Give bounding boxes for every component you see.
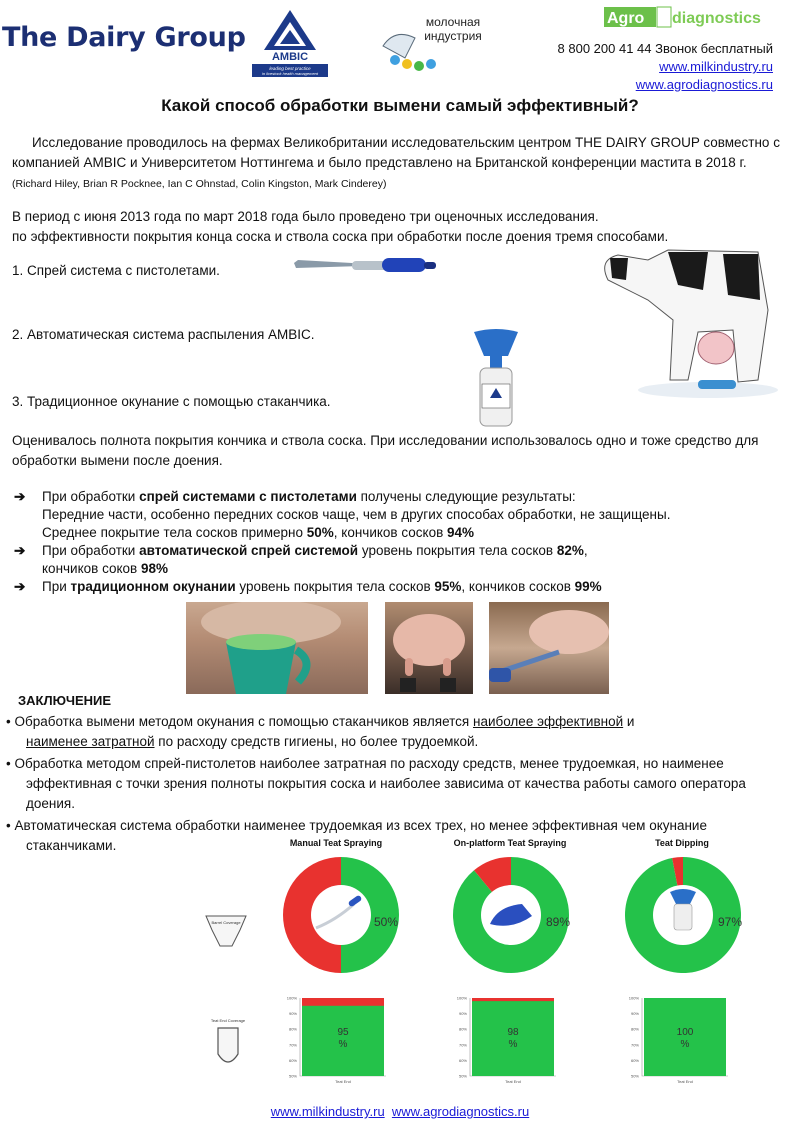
teat-end-coverage-icon [208, 1014, 248, 1070]
y-tick-label: 70% [458, 1042, 467, 1048]
y-tick-label: 100% [456, 995, 467, 1001]
y-tick-label: 50% [288, 1073, 297, 1079]
result-2-text-2: уровень покрытия тела сосков [358, 543, 557, 558]
donut-chart-dipping [618, 850, 748, 980]
page-title: Какой способ обработки вымени самый эффективный? [161, 96, 639, 115]
chart-title-manual: Manual Teat Spraying [289, 838, 383, 848]
bar-value-label: 98 [507, 1027, 519, 1038]
bar-chart-platform [452, 994, 562, 1088]
y-tick-label: 90% [630, 1011, 639, 1017]
donut-chart-platform [446, 850, 576, 980]
result-3-tip-label: , кончиков сосков [461, 579, 575, 594]
result-2-tip-label: кончиков соков [42, 561, 141, 576]
phone-text: 8 800 200 41 44 Звонок бесплатный [557, 41, 773, 56]
svg-text:leading best practice: leading best practice [269, 66, 311, 71]
arrow-right-icon: ➔ [14, 543, 26, 558]
result-1-tip-label: , кончиков сосков [333, 525, 447, 540]
y-tick-label: 90% [458, 1011, 467, 1017]
results-list [12, 488, 782, 596]
x-axis-label: Teat End [505, 1079, 521, 1084]
arrow-right-icon: ➔ [14, 579, 26, 594]
result-2-text: При обработки [42, 543, 140, 558]
y-tick-label: 70% [288, 1042, 297, 1048]
result-3 [12, 578, 782, 596]
method-2: 2. Автоматическая система распыления AMBIC. [12, 327, 315, 342]
result-2 [12, 542, 782, 578]
bar-chart-manual [282, 994, 392, 1088]
assessment-paragraph: Оценивалось полнота покрытия кончика и ствола соска. При исследовании использовалось одно и тоже средство для обработки вымени после доения. [12, 433, 759, 468]
donut-manual-label: 50% [373, 915, 399, 929]
result-3-barrel-value: 95% [434, 579, 462, 594]
arrow-right-icon: ➔ [14, 489, 26, 504]
y-tick-label: 70% [630, 1042, 639, 1048]
y-tick-label: 100% [628, 995, 639, 1001]
result-1-text-2: получены следующие результаты: [356, 489, 576, 504]
y-tick-label: 60% [458, 1057, 467, 1063]
contact-block [558, 40, 773, 94]
conclusion-1-tail: по расходу средств гигиены, но более трудоемкой. [154, 734, 479, 749]
footer [0, 1104, 800, 1119]
period-line-2: по эффективности покрытия конца соска и ствола соска при обработки после доения тремя способами. [12, 229, 669, 244]
teat-end-coverage-label: Teat End Coverage [210, 1018, 246, 1023]
donut-chart-manual [276, 850, 406, 980]
conclusion-3: • Автоматическая система обработки наименее трудоемкая из всех трех, но менее эффективная чем окунание стаканчиками. [6, 818, 707, 853]
method-3: 3. Традиционное окунание с помощью стаканчика. [12, 394, 331, 409]
bar-value-label: 100 [676, 1027, 694, 1038]
svg-text:diagnostics: diagnostics [672, 10, 761, 27]
svg-text:AMBIC: AMBIC [271, 51, 309, 63]
agrodiagnostics-link[interactable]: www.agrodiagnostics.ru [635, 77, 773, 92]
footer-milkindustry-link[interactable]: www.milkindustry.ru [270, 1104, 385, 1119]
spray-gun-image [292, 254, 442, 276]
y-tick-label: 60% [288, 1057, 297, 1063]
milkindustry-link[interactable]: www.milkindustry.ru [659, 59, 773, 74]
intro-paragraph [12, 133, 780, 194]
result-1-avg: Среднее покрытие тела сосков примерно [42, 525, 307, 540]
conclusion-1 [6, 712, 786, 752]
result-2-bold: автоматической спрей системой [139, 543, 359, 558]
barrel-coverage-icon [202, 906, 250, 954]
result-1-barrel-value: 50% [306, 525, 334, 540]
footer-agrodiagnostics-link[interactable]: www.agrodiagnostics.ru [391, 1104, 530, 1119]
y-tick-label: 80% [630, 1026, 639, 1032]
y-tick-label: 80% [458, 1026, 467, 1032]
milk-industry-logo [375, 8, 495, 76]
barrel-coverage-label: Barrel Coverage [211, 920, 241, 925]
y-tick-label: 60% [630, 1057, 639, 1063]
svg-text:индустрия: индустрия [424, 29, 482, 43]
result-2-comma: , [583, 543, 588, 558]
result-3-bold: традиционном окунании [70, 579, 236, 594]
intro-text: Исследование проводилось на фермах Великобритании исследовательским центром THE DAIRY GROUP совместно с компанией AMBIC и Университетом Ноттингема и было представлено на Британской конференции мастита в 2018 г. [12, 135, 780, 170]
agrodiagnostics-logo [604, 5, 780, 29]
conclusion-1-text: • Обработка вымени методом окунания с помощью стаканчиков является [6, 714, 473, 729]
svg-text:in livestock health management: in livestock health management [261, 71, 319, 76]
y-tick-label: 100% [286, 995, 297, 1001]
svg-text:Agro: Agro [607, 10, 645, 27]
result-1-detail: Передние части, особенно передних сосков чаще, чем в других способах обработки, не защищены. [42, 507, 671, 522]
y-tick-label: 90% [288, 1011, 297, 1017]
ambic-logo [246, 8, 334, 78]
result-1-bold: спрей системами с пистолетами [139, 489, 357, 504]
bar-value-label: 95 [337, 1027, 349, 1038]
bar-value-unit: % [508, 1039, 518, 1050]
result-1-text: При обработки [42, 489, 140, 504]
donut-platform-label: 89% [545, 915, 571, 929]
svg-text:молочная: молочная [425, 15, 481, 29]
conclusion-1-most-effective: наиболее эффективной [472, 714, 624, 729]
result-2-barrel-value: 82% [556, 543, 584, 558]
conclusion-2: • Обработка методом спрей-пистолетов наиболее затратная по расходу средств, менее трудоемкая, но наименее эффективная с точки зрения полноты покрытия соска и наиболее зависима от качества работы самого оператора доения. [6, 756, 746, 811]
authors-text: (Richard Hiley, Brian R Pocknee, Ian C Ohnstad, Colin Kingston, Mark Cinderey) [12, 178, 387, 190]
conclusion-list [6, 712, 786, 858]
conclusion-1-least-costly: наименее затратной [26, 734, 155, 749]
donut-dipping-label: 97% [717, 915, 743, 929]
y-tick-label: 80% [288, 1026, 297, 1032]
bar-value-unit: % [680, 1039, 690, 1050]
period-line-1: В период с июня 2013 года по март 2018 года было проведено три оценочных исследования. [12, 209, 599, 224]
x-axis-label: Teat End [677, 1079, 693, 1084]
result-3-text-2: уровень покрытия тела сосков [235, 579, 435, 594]
bar-value-unit: % [338, 1039, 348, 1050]
chart-title-dipping: Teat Dipping [655, 838, 709, 848]
method-1: 1. Спрей система с пистолетами. [12, 263, 220, 278]
result-2-tip-value: 98% [140, 561, 169, 576]
result-3-tip-value: 99% [574, 579, 602, 594]
y-tick-label: 50% [458, 1073, 467, 1079]
result-1 [12, 488, 782, 542]
result-1-tip-value: 94% [447, 525, 475, 540]
cow-platform-image [588, 240, 778, 400]
dipping-photo [186, 602, 368, 694]
x-axis-label: Teat End [335, 1079, 351, 1084]
y-tick-label: 50% [630, 1073, 639, 1079]
chart-title-platform: On-platform Teat Spraying [453, 838, 567, 848]
dip-cup-image [468, 326, 524, 430]
result-3-text: При [42, 579, 71, 594]
bar-chart-dipping [624, 994, 734, 1088]
conclusion-title: ЗАКЛЮЧЕНИЕ [18, 693, 112, 708]
dairy-group-logo: The Dairy Group [2, 22, 246, 53]
conclusion-1-and: и [623, 714, 635, 729]
udder-photo [385, 602, 473, 694]
spray-gun-photo [489, 602, 609, 694]
